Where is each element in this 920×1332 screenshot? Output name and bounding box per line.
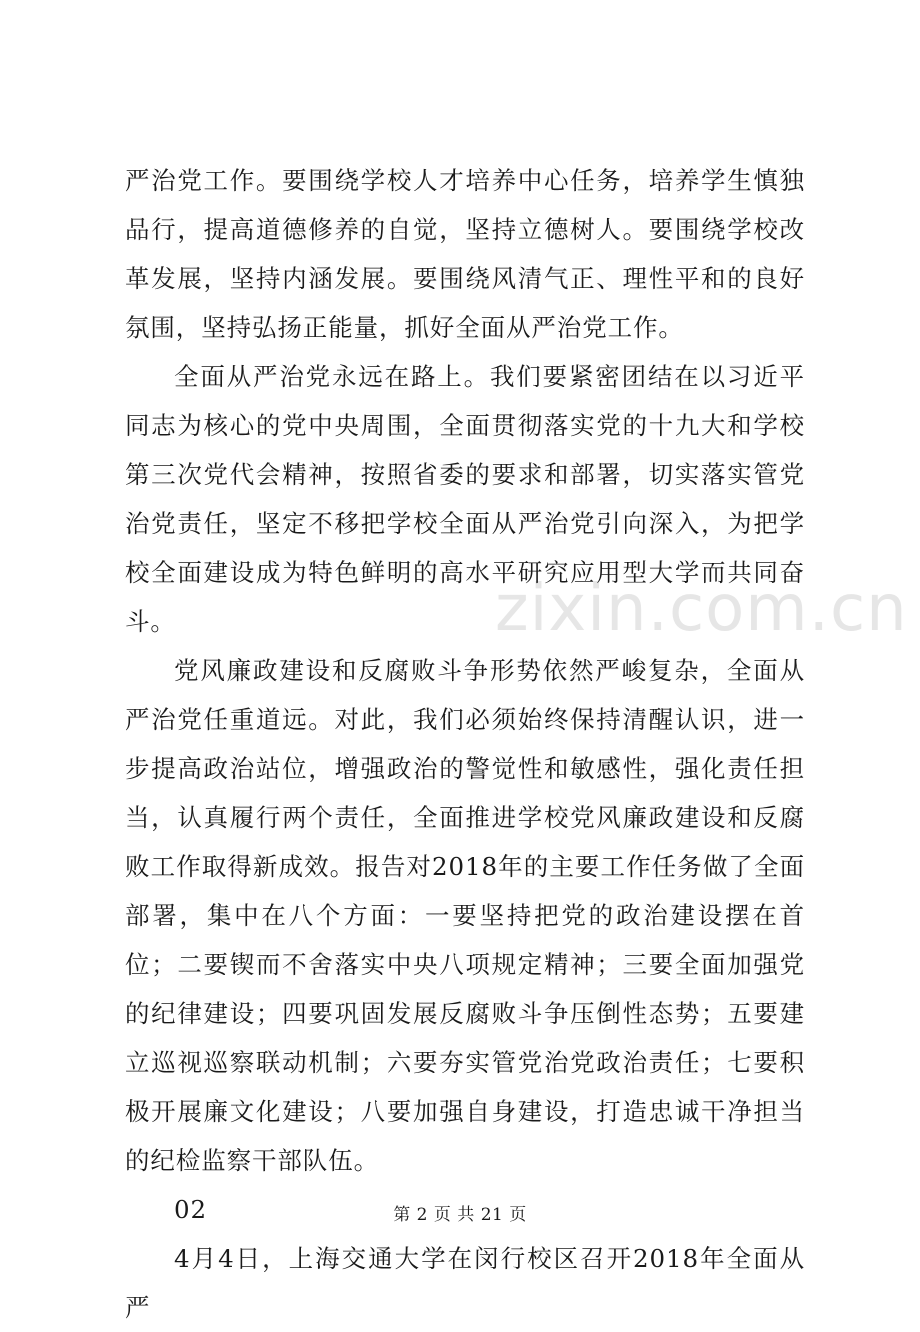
- paragraph-4: 4月4日，上海交通大学在闵行校区召开2018年全面从严: [125, 1244, 805, 1322]
- paragraph-3: 党风廉政建设和反腐败斗争形势依然严峻复杂，全面从严治党任重道远。对此，我们必须始终保持清醒认识，进一步提高政治站位，增强政治的警觉性和敏感性，强化责任担当，认真履行两个责任，全面推进学校党风廉政建设和反腐败工作取得新成效。报告对2018年的主要工作任务做了全面部署，集中在八个方面：一要坚持把党的政治建设摆在首位；二要锲而不舍落实中央八项规定精神；三要全面加强党的纪律建设；四要巩固发展反腐败斗争压倒性态势；五要建立巡视巡察联动机制；六要夯实管党治党政治责任；七要积极开展廉文化建设；八要加强自身建设，打造忠诚干净担当的纪检监察干部队伍。: [125, 656, 805, 1175]
- document-body: [125, 156, 805, 1332]
- paragraph-2: 全面从严治党永远在路上。我们要紧密团结在以习近平同志为核心的党中央周围，全面贯彻落实党的十九大和学校第三次党代会精神，按照省委的要求和部署，切实落实管党治党责任，坚定不移把学校全面从严治党引向深入，为把学校全面建设成为特色鲜明的高水平研究应用型大学而共同奋斗。: [125, 362, 805, 636]
- watermark: zixin.com.cn: [495, 572, 908, 646]
- paragraph-1: 严治党工作。要围绕学校人才培养中心任务，培养学生慎独品行，提高道德修养的自觉，坚持立德树人。要围绕学校改革发展，坚持内涵发展。要围绕风清气正、理性平和的良好氛围，坚持弘扬正能量，抓好全面从严治党工作。: [125, 166, 805, 342]
- page-footer: 第 2 页 共 21 页: [393, 1205, 527, 1225]
- section-number: 02: [174, 1195, 207, 1224]
